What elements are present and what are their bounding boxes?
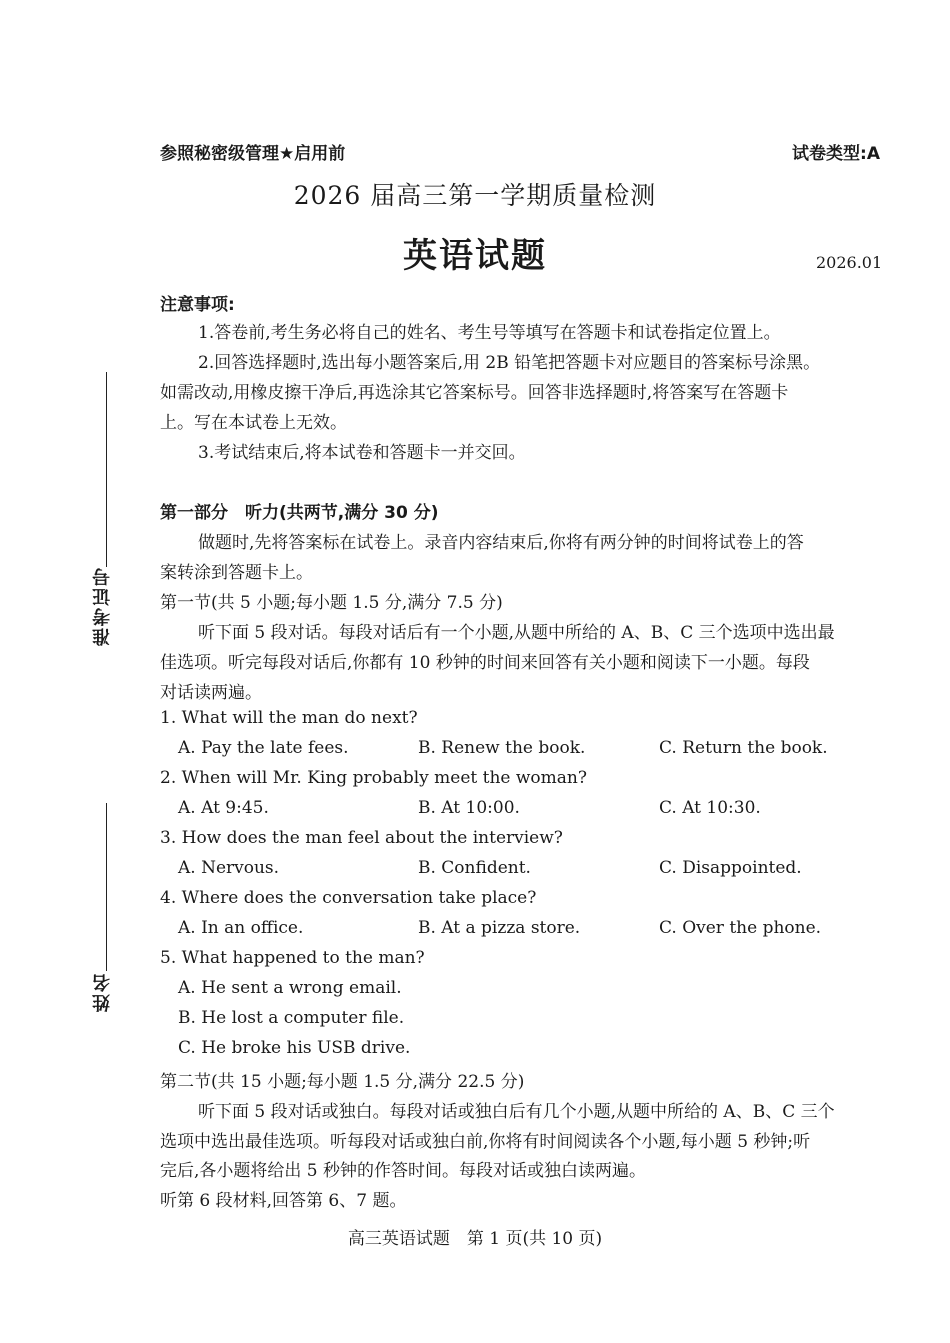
q4-option-c: C. Over the phone. xyxy=(659,918,822,938)
q3-option-a: A. Nervous. xyxy=(178,858,280,878)
paper-type-label: 试卷类型:A xyxy=(792,144,880,164)
part1-intro-line1: 做题时,先将答案标在试卷上。录音内容结束后,你将有两分钟的时间将试卷上的答 xyxy=(198,533,804,553)
section1-instr-line2: 佳选项。听完每段对话后,你都有 10 秒钟的时间来回答有关小题和阅读下一小题。每段 xyxy=(160,653,810,673)
section1-instr-line1: 听下面 5 段对话。每段对话后有一个小题,从题中所给的 A、B、C 三个选项中选出最 xyxy=(198,623,835,643)
q4-option-b: B. At a pizza store. xyxy=(418,918,581,938)
section2-instr-line3: 完后,各小题将给出 5 秒钟的作答时间。每段对话或独白读两遍。 xyxy=(160,1161,647,1181)
exam-title: 2026 届高三第一学期质量检测 xyxy=(293,181,657,210)
section1-instr-line3: 对话读两遍。 xyxy=(160,683,262,703)
page-footer: 高三英语试题 第 1 页(共 10 页) xyxy=(347,1229,603,1249)
question-1: 1. What will the man do next? xyxy=(160,708,418,728)
name-underline xyxy=(106,803,107,971)
q3-option-b: B. Confident. xyxy=(418,858,531,878)
name-label: 姓名 xyxy=(92,972,113,1012)
q2-option-b: B. At 10:00. xyxy=(418,798,520,818)
confidential-label: 参照秘密级管理★启用前 xyxy=(160,144,346,164)
q2-option-a: A. At 9:45. xyxy=(178,798,269,818)
q5-option-c: C. He broke his USB drive. xyxy=(178,1038,411,1058)
part1-intro-line2: 案转涂到答题卡上。 xyxy=(160,563,313,583)
section1-heading: 第一节(共 5 小题;每小题 1.5 分,满分 7.5 分) xyxy=(160,593,503,613)
question-4: 4. Where does the conversation take place? xyxy=(160,888,537,908)
exam-date: 2026.01 xyxy=(816,253,883,272)
subject-title: 英语试题 xyxy=(403,236,547,276)
question-3: 3. How does the man feel about the interview? xyxy=(160,828,563,848)
part1-heading: 第一部分 听力(共两节,满分 30 分) xyxy=(160,503,439,523)
notice-item-1: 1.答卷前,考生务必将自己的姓名、考生号等填写在答题卡和试卷指定位置上。 xyxy=(198,323,781,343)
q1-option-a: A. Pay the late fees. xyxy=(178,738,349,758)
exam-no-label: 准考证号 xyxy=(92,566,113,646)
q5-option-a: A. He sent a wrong email. xyxy=(178,978,402,998)
q2-option-c: C. At 10:30. xyxy=(659,798,761,818)
question-5: 5. What happened to the man? xyxy=(160,948,425,968)
section2-material-6: 听第 6 段材料,回答第 6、7 题。 xyxy=(160,1191,407,1211)
notice-heading: 注意事项: xyxy=(160,295,235,315)
q3-option-c: C. Disappointed. xyxy=(659,858,802,878)
question-2: 2. When will Mr. King probably meet the woman? xyxy=(160,768,587,788)
section2-heading: 第二节(共 15 小题;每小题 1.5 分,满分 22.5 分) xyxy=(160,1072,525,1092)
notice-item-2-line2: 如需改动,用橡皮擦干净后,再选涂其它答案标号。回答非选择题时,将答案写在答题卡 xyxy=(160,383,789,403)
notice-item-2-line1: 2.回答选择题时,选出每小题答案后,用 2B 铅笔把答题卡对应题目的答案标号涂黑。 xyxy=(198,353,821,373)
q4-option-a: A. In an office. xyxy=(178,918,304,938)
exam-no-underline xyxy=(106,372,107,567)
notice-item-3: 3.考试结束后,将本试卷和答题卡一并交回。 xyxy=(198,443,526,463)
section2-instr-line2: 选项中选出最佳选项。听每段对话或独白前,你将有时间阅读各个小题,每小题 5 秒钟;听 xyxy=(160,1132,811,1152)
section2-instr-line1: 听下面 5 段对话或独白。每段对话或独白后有几个小题,从题中所给的 A、B、C 三个 xyxy=(198,1102,835,1122)
notice-item-2-line3: 上。写在本试卷上无效。 xyxy=(160,413,347,433)
q5-option-b: B. He lost a computer file. xyxy=(178,1008,405,1028)
q1-option-b: B. Renew the book. xyxy=(418,738,586,758)
q1-option-c: C. Return the book. xyxy=(659,738,828,758)
